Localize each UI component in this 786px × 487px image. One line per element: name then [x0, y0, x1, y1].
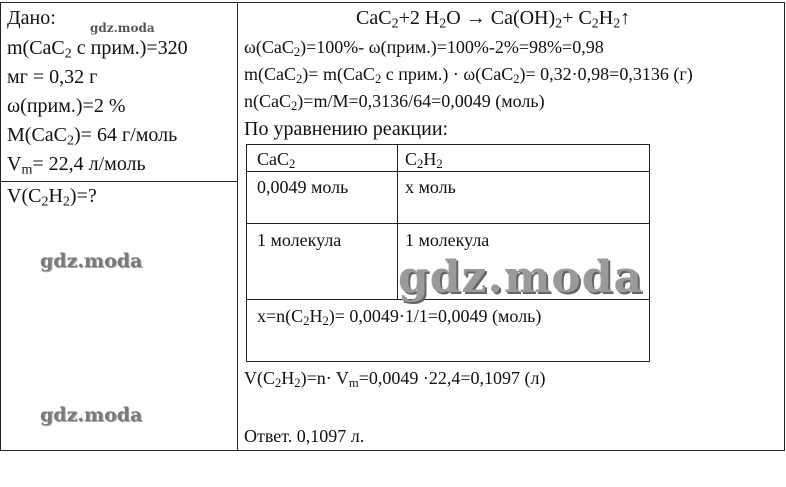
mass-calculation: m(CaC$_2$)= m(CaC$_2$ с прим.) · ω(CaC$_2$)= 0,32·0,98=0,3136 (г) [244, 64, 693, 87]
watermark-small: gdz.moda [90, 21, 155, 35]
given-find-divider [0, 181, 238, 182]
reaction-equation: CaC$_2$+2 $H_2O \to Ca(OH)_2+$ $C_2H_2↑$ [356, 7, 631, 32]
table-cell-c2h2-moles: x моль [405, 177, 456, 197]
watermark-mid-lower: gdz.moda [40, 404, 143, 426]
table-cell-cac2-moles: 0,0049 моль [257, 177, 349, 197]
given-impurity-fraction: ω(прим.)=2 % [7, 95, 126, 117]
given-molar-volume: $V_m= 22,4$ л/моль [7, 153, 146, 178]
column-divider [237, 2, 238, 450]
watermark-big: gdz.moda [398, 252, 644, 303]
given-title: Дано: [7, 7, 56, 29]
moles-calculation: n(CaC$_2$)=m/M=0,3136/64=0,0049 (моль) [244, 91, 545, 114]
given-molar-mass: M(CaC$_2$)= 64 г/моль [7, 124, 178, 149]
given-mass-value: мг = 0,32 г [7, 66, 98, 88]
given-mass-with-impurity: m(CaC$_2$ с прим.)=320 [7, 37, 188, 62]
proportion-table-header-divider [246, 171, 649, 172]
proportion-table-row-divider-1 [246, 223, 649, 224]
volume-calculation: $V(C_2H_2)=n\cdot V_m=0,0049 \cdot 22,4=0,1097$ (л) [244, 368, 546, 391]
table-cell-cac2-molecule: 1 молекула [257, 230, 342, 250]
table-header-c2h2: $C_2H_2$ [405, 149, 443, 172]
table-x-calculation: $x=n(C_2H_2)= 0,0049\cdot 1/1=0,0049$ (моль) [257, 306, 542, 329]
by-equation-label: По уравнению реакции: [244, 118, 449, 140]
answer: Ответ. 0,1097 л. [244, 426, 365, 446]
omega-calculation: ω(CaC$_2$)=100%- ω(прим.)=100%-2%=98%=0,98 [244, 37, 604, 60]
table-header-cac2: CaC$_2$ [257, 149, 296, 172]
watermark-mid-upper: gdz.moda [40, 250, 143, 272]
table-cell-c2h2-molecule: 1 молекула [405, 230, 490, 250]
find-volume: $V(C_2H_2)=$? [7, 185, 97, 210]
